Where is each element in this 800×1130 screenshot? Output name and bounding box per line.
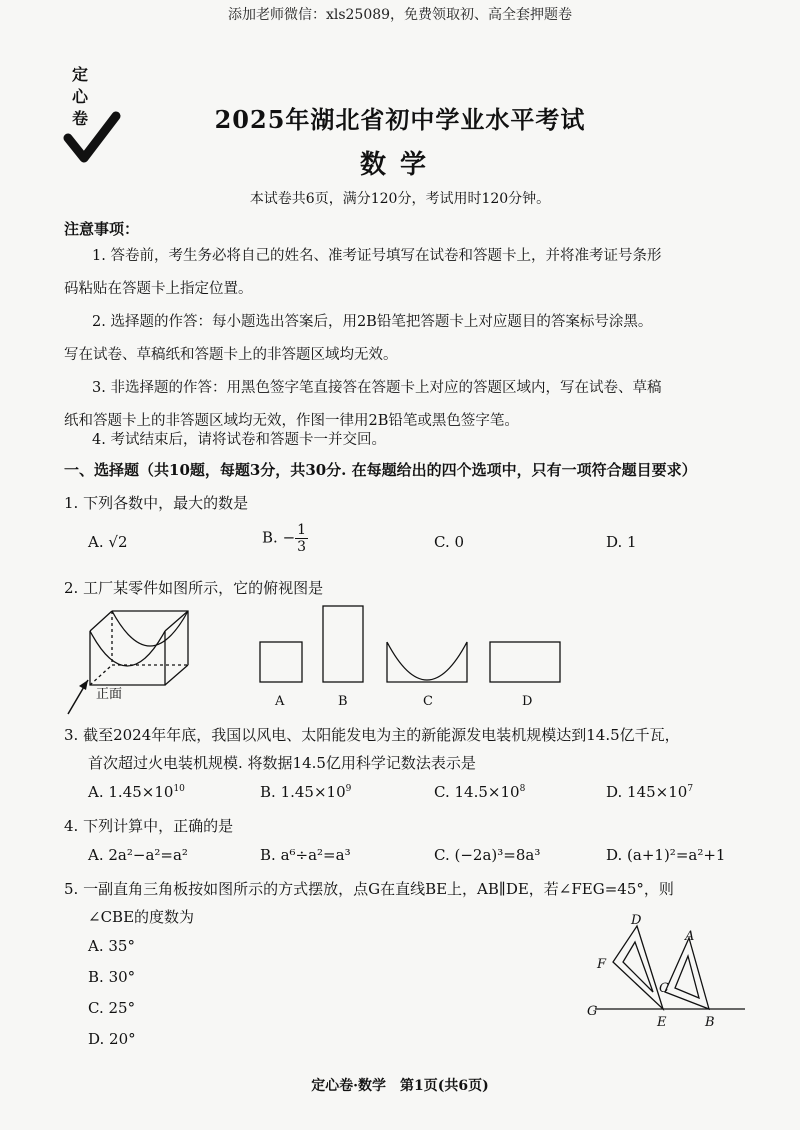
exam-title: 2025年湖北省初中学业水平考试	[214, 105, 586, 134]
front-label: 正面	[96, 687, 123, 702]
q3-option-a: A. $1.45\times 10^{10}$	[88, 783, 185, 801]
triangle-plates-figure	[585, 912, 755, 1034]
question-3-stem-line-1: 3. 截至2024年年底，我国以风电、太阳能发电为主的新能源发电装机规模达到14.5亿千瓦，	[64, 726, 680, 744]
q1-option-d: D. 1	[606, 533, 637, 551]
promo-note: 添加老师微信：xls25089，免费领取初、高全套押题卷	[227, 7, 573, 23]
question-5-stem-line-2: ∠CBE的度数为	[88, 908, 195, 926]
q5-option-a: A. 35°	[88, 937, 135, 955]
q2-option-b-label: B	[338, 694, 348, 709]
q5-option-b: B. 30°	[88, 968, 136, 986]
q2-options-figures	[255, 600, 565, 715]
point-e-label: E	[657, 1015, 667, 1030]
q1-option-c: C. 0	[434, 533, 465, 551]
q3-option-d: D. $145\times 10^7$	[606, 783, 694, 801]
point-g-label: G	[587, 1004, 598, 1019]
q3-option-b: B. $1.45\times 10^9$	[260, 783, 352, 801]
q1-option-a: A. √2	[88, 533, 128, 551]
exam-subject: 数学	[359, 150, 440, 180]
option-d-rect	[490, 642, 560, 682]
question-4-stem: 4. 下列计算中，正确的是	[64, 817, 234, 835]
note-item-4: 4. 考试结束后，请将试卷和答题卡一并交回。	[92, 432, 386, 448]
option-c-arc-shape	[387, 642, 467, 682]
question-2-stem: 2. 工厂某零件如图所示，它的俯视图是	[64, 579, 324, 597]
q1-option-b: B. − $\frac{1}{3}$	[262, 522, 307, 555]
notes-heading: 注意事项：	[64, 220, 140, 238]
stamp-char: 定	[71, 65, 88, 84]
note-item-3: 3. 非选择题的作答：用黑色签字笔直接答在答题卡上对应的答题区域内，写在试卷、草稿 纸和答题卡上的非答题区域均无效，作图一律用2B铅笔或黑色签字笔。	[64, 380, 662, 429]
page-footer: 定心卷·数学 第1页(共6页)	[311, 1078, 489, 1094]
q4-option-c: C. (−2a)³=8a³	[434, 846, 541, 864]
stamp-char: 卷	[71, 109, 88, 128]
q3-option-c: C. $14.5\times 10^8$	[434, 783, 526, 801]
note-item-2: 2. 选择题的作答：每小题选出答案后，用2B铅笔把答题卡上对应题目的答案标号涂黑。 写在试卷、草稿纸和答题卡上的非答题区域均无效。	[64, 314, 653, 363]
point-b-label: B	[705, 1015, 715, 1030]
q4-option-b: B. a⁶÷a²=a³	[260, 846, 351, 864]
q2-option-c-label: C	[423, 694, 433, 709]
note-item-1: 1. 答卷前，考生务必将自己的姓名、准考证号填写在试卷和答题卡上，并将准考证号条形 码粘贴在答题卡上指定位置。	[64, 248, 662, 297]
triangle-def	[613, 926, 663, 1009]
section-heading: 一、选择题（共10题，每题3分，共30分. 在每题给出的四个选项中，只有一项符合题目要求）	[64, 461, 697, 479]
question-3-stem-line-2: 首次超过火电装机规模. 将数据14.5亿用科学记数法表示是	[88, 754, 476, 772]
question-5-stem-line-1: 5. 一副直角三角板按如图所示的方式摆放，点G在直线BE上，AB∥DE，若∠FEG=45°，则	[64, 880, 674, 898]
q5-option-d: D. 20°	[88, 1030, 136, 1048]
q5-option-c: C. 25°	[88, 999, 136, 1017]
q2-option-a-label: A	[275, 694, 285, 709]
triangle-acb	[665, 938, 709, 1009]
q4-option-d: D. (a+1)²=a²+1	[606, 846, 726, 864]
exam-info: 本试卷共6页，满分120分，考试用时120分钟。	[249, 191, 551, 207]
point-d-label: D	[631, 913, 642, 928]
stamp-char: 心	[71, 87, 88, 106]
question-1-stem: 1. 下列各数中，最大的数是	[64, 494, 249, 512]
point-c-label: C	[659, 981, 669, 996]
q4-option-a: A. 2a²−a²=a²	[88, 846, 188, 864]
point-f-label: F	[597, 957, 607, 972]
option-a-square	[260, 642, 302, 682]
q2-option-d-label: D	[522, 694, 533, 709]
option-b-rect	[323, 606, 363, 682]
point-a-label: A	[685, 929, 695, 944]
